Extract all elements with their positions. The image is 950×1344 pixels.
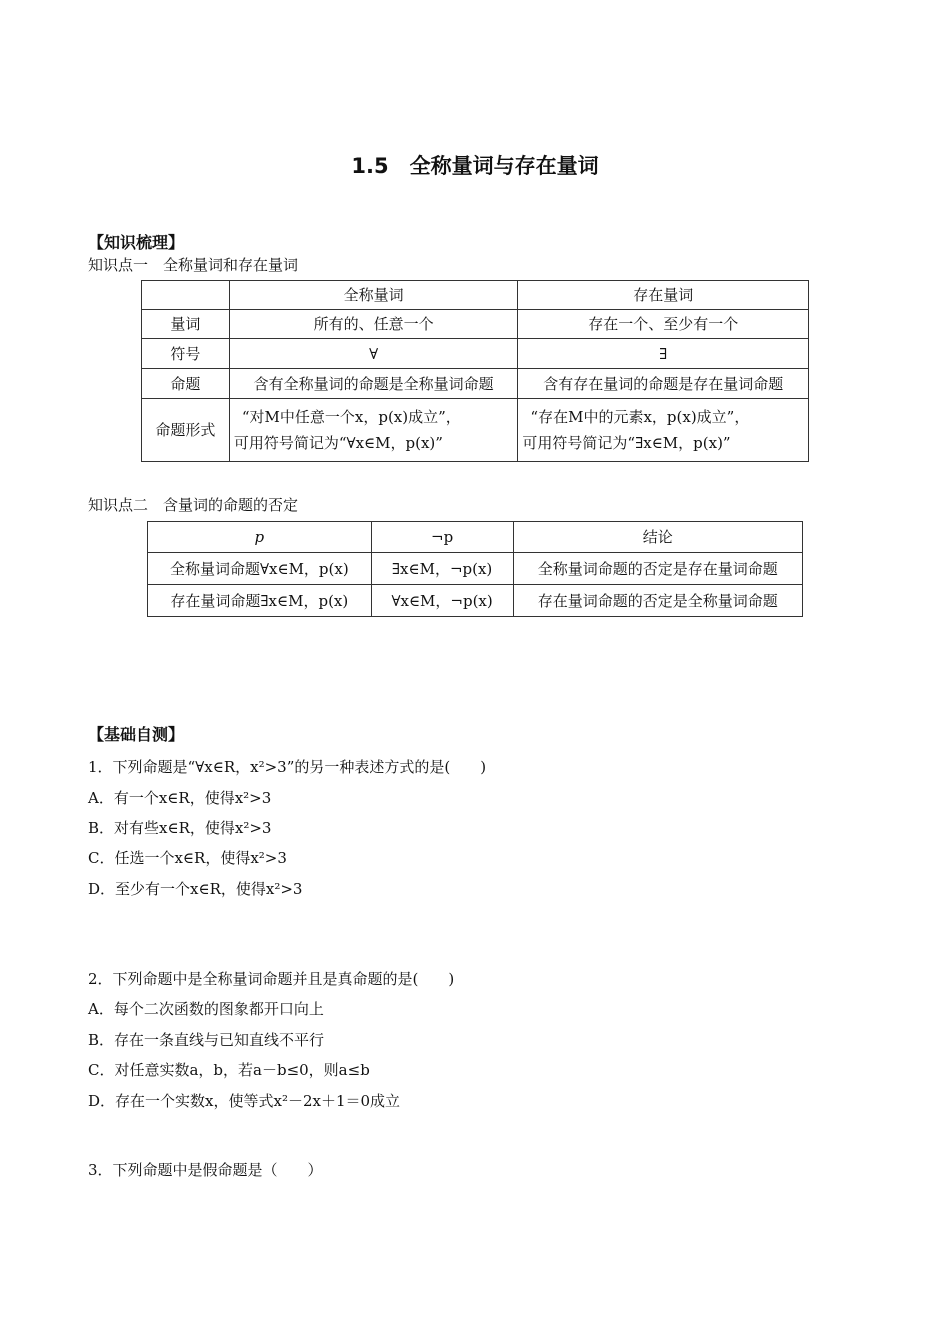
table-cell: 含有存在量词的命题是存在量词命题: [518, 369, 809, 399]
cell-line: 可用符号简记为“∀x∈M，p(x)”: [233, 434, 443, 452]
row-label: 命题: [142, 369, 230, 399]
quantifier-table: [141, 280, 809, 462]
question-2-option-a: A．每个二次函数的图象都开口向上: [88, 1000, 324, 1018]
knowledge-point-1: 知识点一 全称量词和存在量词: [88, 256, 299, 274]
cell-line: 可用符号简记为“∃x∈M，p(x)”: [522, 434, 731, 452]
table-header: 存在量词: [518, 281, 809, 310]
cell-line: “对M中任意一个x，p(x)成立”，: [241, 408, 461, 426]
table-cell: 全称量词命题的否定是存在量词命题: [513, 553, 802, 585]
table-header: 结论: [513, 522, 802, 553]
table-cell: ∃: [518, 339, 809, 369]
table-cell: ∃x∈M，¬p(x): [371, 553, 513, 585]
table-cell: 含有全称量词的命题是全称量词命题: [229, 369, 518, 399]
question-2-option-d: D．存在一个实数x，使等式x²－2x＋1＝0成立: [88, 1092, 401, 1110]
section-heading-knowledge: 【知识梳理】: [88, 233, 185, 252]
table-cell: 所有的、任意一个: [229, 310, 518, 339]
table-cell: 存在一个、至少有一个: [518, 310, 809, 339]
question-2-option-b: B．存在一条直线与已知直线不平行: [88, 1031, 325, 1049]
table-cell: 存在量词命题∃x∈M，p(x): [148, 585, 372, 617]
row-label: 符号: [142, 339, 230, 369]
question-1-option-b: B．对有些x∈R，使得x²>3: [88, 819, 272, 837]
table-header: p: [148, 522, 372, 553]
cell-line: “存在M中的元素x，p(x)成立”，: [530, 408, 750, 426]
row-label: 量词: [142, 310, 230, 339]
table-cell: [229, 399, 518, 462]
question-1-option-c: C．任选一个x∈R，使得x²>3: [88, 849, 287, 867]
question-2-stem: 2．下列命题中是全称量词命题并且是真命题的是( ): [88, 970, 455, 988]
table-header: ¬p: [371, 522, 513, 553]
table-cell: 存在量词命题的否定是全称量词命题: [513, 585, 802, 617]
question-3-stem: 3．下列命题中是假命题是（ ）: [88, 1161, 323, 1179]
table-header: 全称量词: [229, 281, 518, 310]
table-cell: ∀: [229, 339, 518, 369]
table-cell: 全称量词命题∀x∈M，p(x): [148, 553, 372, 585]
section-heading-self-test: 【基础自测】: [88, 725, 185, 744]
question-2-option-c: C．对任意实数a，b，若a－b≤0，则a≤b: [88, 1061, 370, 1079]
question-1-option-a: A．有一个x∈R，使得x²>3: [88, 789, 272, 807]
question-1-stem: 1．下列命题是“∀x∈R，x²>3”的另一种表述方式的是( ): [88, 758, 487, 776]
row-label: 命题形式: [142, 399, 230, 462]
table-cell: ∀x∈M，¬p(x): [371, 585, 513, 617]
question-1-option-d: D．至少有一个x∈R，使得x²>3: [88, 880, 303, 898]
table-header: [142, 281, 230, 310]
negation-table: [147, 521, 803, 617]
knowledge-point-2: 知识点二 含量词的命题的否定: [88, 496, 299, 514]
table-cell: [518, 399, 809, 462]
page-title: 1.5 全称量词与存在量词: [351, 154, 599, 178]
